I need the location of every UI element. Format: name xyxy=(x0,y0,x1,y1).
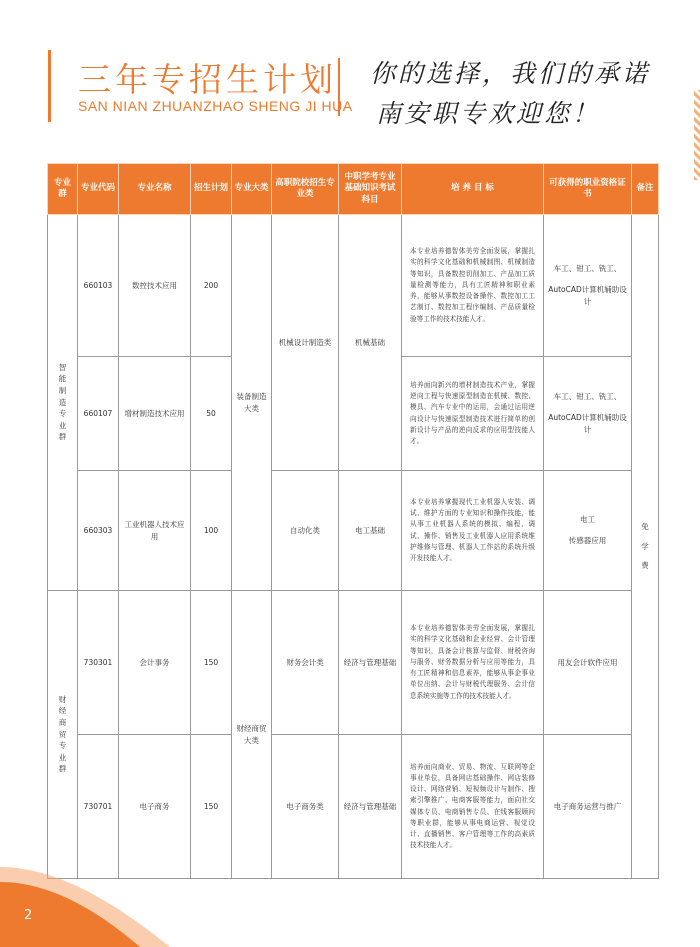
certificate-item: 用友会计软件应用 xyxy=(557,657,618,667)
certificate-item: 车工、钳工、铣工、 xyxy=(553,264,622,273)
major-code: 730701 xyxy=(78,735,119,879)
enrollment-plan-table xyxy=(47,163,659,879)
college-major-automation: 自动化类 xyxy=(272,471,339,591)
page-title: 三年专招生计划 xyxy=(78,60,337,99)
certificate-cell xyxy=(544,591,632,735)
enrollment-plan: 50 xyxy=(191,357,232,471)
group-label: 智能制造专业群 xyxy=(58,362,67,442)
group-label: 财经商贸专业群 xyxy=(58,694,67,774)
certificate-cell xyxy=(544,735,632,879)
table-row xyxy=(48,591,659,735)
header-note: 备注 xyxy=(632,164,659,215)
table-row xyxy=(48,215,659,357)
certificate-item: 传感器应用 xyxy=(568,536,607,545)
header-objective: 培 养 目 标 xyxy=(402,164,544,215)
enrollment-plan-table-container xyxy=(47,163,658,879)
training-objective: 本专业培养德智体美劳全面发展，掌握扎实的科学文化基础和企业经营、会计管理等知识，具备会计核算与监督、财税咨询与服务、财务数据分析与应用等能力，具有工匠精神和信息素养，能够从事企事业单位出纳、会计与财税代理服务、会计信息系统实施等工作的技术技能人才。 xyxy=(402,591,544,735)
certificate-item: 车工、钳工、铣工、 xyxy=(553,392,622,401)
header-cert: 可获得的职业资格证书 xyxy=(544,164,632,215)
exam-subject-electrical: 电工基础 xyxy=(339,471,402,591)
header-college-major: 高职院校招生专业类 xyxy=(272,164,339,215)
major-name: 会计事务 xyxy=(119,591,191,735)
header-plan: 招生计划 xyxy=(191,164,232,215)
major-name: 增材制造技术应用 xyxy=(119,357,191,471)
certificate-item: AutoCAD计算机辅助设计 xyxy=(548,285,627,306)
certificate-item: AutoCAD计算机辅助设计 xyxy=(548,413,627,434)
note-cell xyxy=(632,215,659,879)
certificate-item: 电工 xyxy=(580,515,595,524)
exam-subject-mechanical: 机械基础 xyxy=(339,215,402,471)
major-code: 730301 xyxy=(78,591,119,735)
exam-subject-economics: 经济与管理基础 xyxy=(339,735,402,879)
college-major-ecommerce: 电子商务类 xyxy=(272,735,339,879)
page-number: 2 xyxy=(24,908,33,923)
corner-swoosh-decoration xyxy=(0,827,220,947)
exam-subject-economics: 经济与管理基础 xyxy=(339,591,402,735)
major-code: 660107 xyxy=(78,357,119,471)
major-code: 660303 xyxy=(78,471,119,591)
page-subtitle-pinyin: SAN NIAN ZHUANZHAO SHENG JI HUA xyxy=(78,98,353,114)
certificate-cell xyxy=(544,357,632,471)
training-objective: 培养面向新兴的增材制造技术产业，掌握逆向工程与快速原型制造在机械、数控、模具、汽车专业中的运用，会通过运用逆向设计与快速原型制造技术进行简单的创新设计与产品的逆向反求的应用型技能人才。 xyxy=(402,357,544,471)
training-objective: 本专业培养掌握现代工业机器人安装、调试、维护方面的专业知识和操作技能，能从事工业机器人系统的模拟、编程、调试、操作、销售及工业机器人应用系统维护维修与管理、机器人工作站的系统升级开发技能人才。 xyxy=(402,471,544,591)
college-major-mechanical: 机械设计制造类 xyxy=(272,215,339,471)
enrollment-plan: 200 xyxy=(191,215,232,357)
header-group: 专业群 xyxy=(48,164,78,215)
enrollment-plan: 150 xyxy=(191,735,232,879)
header-exam: 中职学考专业基础知识考试科目 xyxy=(339,164,402,215)
table-header-row xyxy=(48,164,659,215)
major-code: 660103 xyxy=(78,215,119,357)
enrollment-plan: 150 xyxy=(191,591,232,735)
slogan-line-1: 你的选择，我们的承诺 xyxy=(370,59,651,88)
header-name: 专业名称 xyxy=(119,164,191,215)
certificate-item: 电子商务运营与推广 xyxy=(553,801,622,811)
certificate-cell xyxy=(544,215,632,357)
category-equipment-manufacturing: 装备制造大类 xyxy=(232,215,272,591)
slogan-line-2: 南安职专欢迎您！ xyxy=(376,99,601,128)
header-code: 专业代码 xyxy=(78,164,119,215)
note-text: 免学费 xyxy=(641,522,649,571)
header-category: 专业大类 xyxy=(232,164,272,215)
training-objective: 本专业培养德智体美劳全面发展，掌握扎实的科学文化基础和机械制图、机械制造等知识，具备数控切削加工、产品加工质量检测等能力，具有工匠精神和职业素养，能够从事数控设备操作、数控加工工艺制订、数控加工程序编制、产品质量检验等工作的技术技能人才。 xyxy=(402,215,544,357)
college-major-accounting: 财务会计类 xyxy=(272,591,339,735)
group-cell-intelligent-manufacturing xyxy=(48,215,78,591)
title-accent-bar xyxy=(48,50,51,122)
major-name: 数控技术应用 xyxy=(119,215,191,357)
side-edge-decoration xyxy=(694,90,700,180)
major-name: 电子商务 xyxy=(119,735,191,879)
certificate-cell xyxy=(544,471,632,591)
category-finance-trade: 财经商贸大类 xyxy=(232,591,272,879)
enrollment-plan: 100 xyxy=(191,471,232,591)
table-row xyxy=(48,471,659,591)
training-objective: 培养面向商业、贸易、物流、互联网等企事业单位，具备网店基础操作、网店装修设计、网络营销、短视频设计与制作、搜索引擎推广、电商客服等能力，面向社交媒体专员、电商销售专员、在线客服顾问等职业群，能够从事电商运营、视觉设计、直播销售、客户管理等工作的高素质技术技能人才。 xyxy=(402,735,544,879)
major-name: 工业机器人技术应用 xyxy=(119,471,191,591)
